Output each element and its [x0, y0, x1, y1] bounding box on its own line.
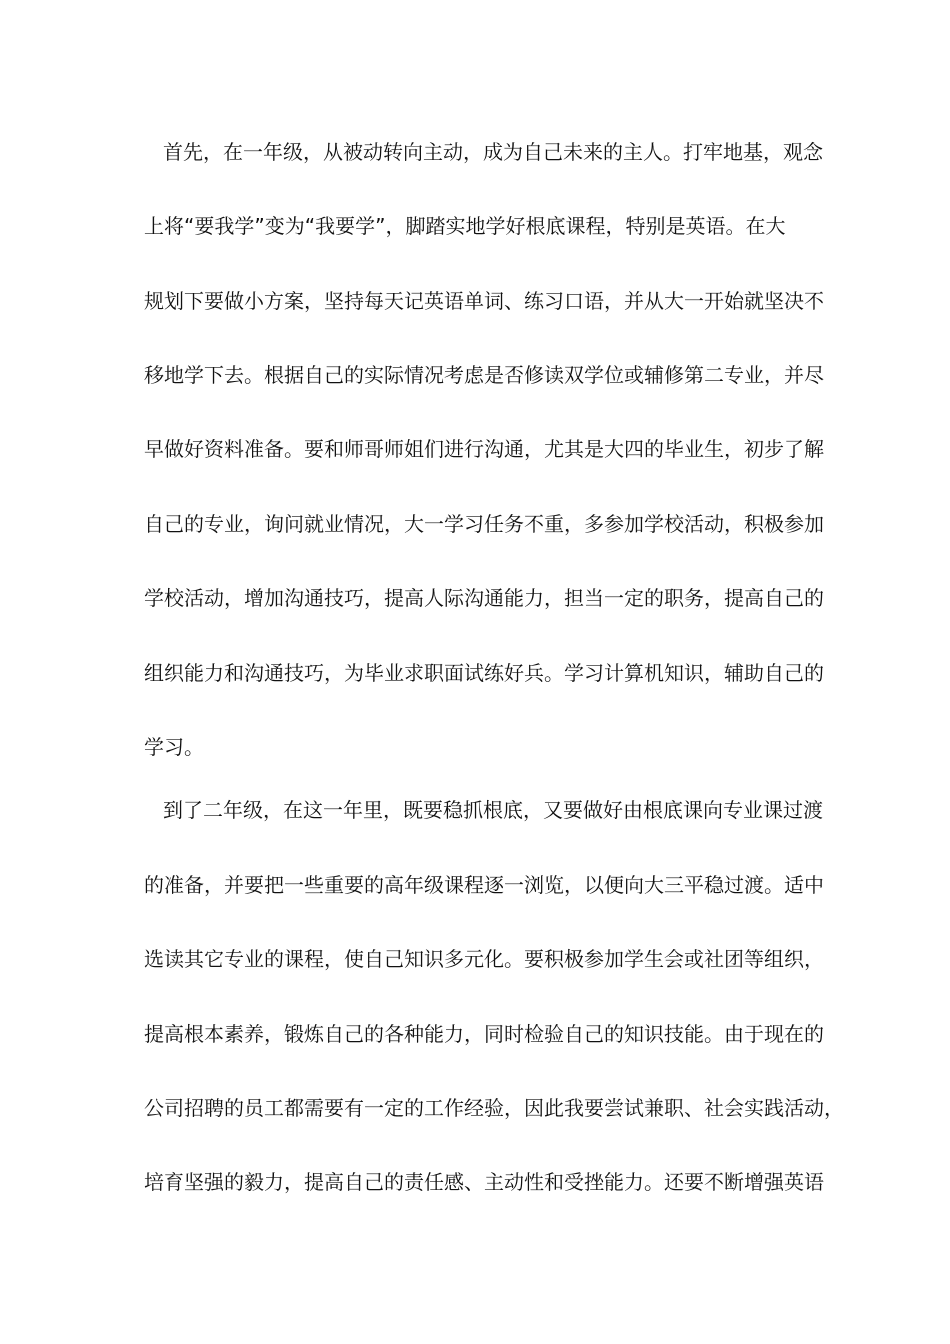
paragraph-1-line-8: 组织能力和沟通技巧，为毕业求职面试练好兵。学习计算机知识，辅助自己的	[144, 661, 824, 685]
paragraph-1-line-2: 上将“要我学”变为“我要学”，脚踏实地学好根底课程，特别是英语。在大	[144, 214, 786, 238]
paragraph-1-line-7: 学校活动，增加沟通技巧，提高人际沟通能力，担当一定的职务，提高自己的	[144, 586, 824, 610]
paragraph-2-line-5: 公司招聘的员工都需要有一定的工作经验，因此我要尝试兼职、社会实践活动，	[144, 1096, 844, 1120]
paragraph-2-line-1: 到了二年级，在这一年里，既要稳抓根底，又要做好由根底课向专业课过渡	[163, 798, 823, 822]
paragraph-1-line-6: 自己的专业，询问就业情况，大一学习任务不重，多参加学校活动，积极参加	[144, 512, 824, 536]
paragraph-1-line-3: 规划下要做小方案，坚持每天记英语单词、练习口语，并从大一开始就坚决不	[144, 289, 824, 313]
paragraph-1-line-5: 早做好资料准备。要和师哥师姐们进行沟通，尤其是大四的毕业生，初步了解	[144, 437, 824, 461]
paragraph-2-line-3: 选读其它专业的课程，使自己知识多元化。要积极参加学生会或社团等组织，	[144, 947, 824, 971]
paragraph-1-line-1: 首先，在一年级，从被动转向主动，成为自己未来的主人。打牢地基，观念	[163, 140, 823, 164]
paragraph-2-line-6: 培育坚强的毅力，提高自己的责任感、主动性和受挫能力。还要不断增强英语	[144, 1170, 824, 1194]
paragraph-1-line-9: 学习。	[144, 735, 204, 759]
paragraph-2-line-2: 的准备，并要把一些重要的高年级课程逐一浏览，以便向大三平稳过渡。适中	[144, 873, 824, 897]
paragraph-2-line-4: 提高根本素养，锻炼自己的各种能力，同时检验自己的知识技能。由于现在的	[144, 1022, 824, 1046]
paragraph-1-line-4: 移地学下去。根据自己的实际情况考虑是否修读双学位或辅修第二专业，并尽	[144, 363, 824, 387]
